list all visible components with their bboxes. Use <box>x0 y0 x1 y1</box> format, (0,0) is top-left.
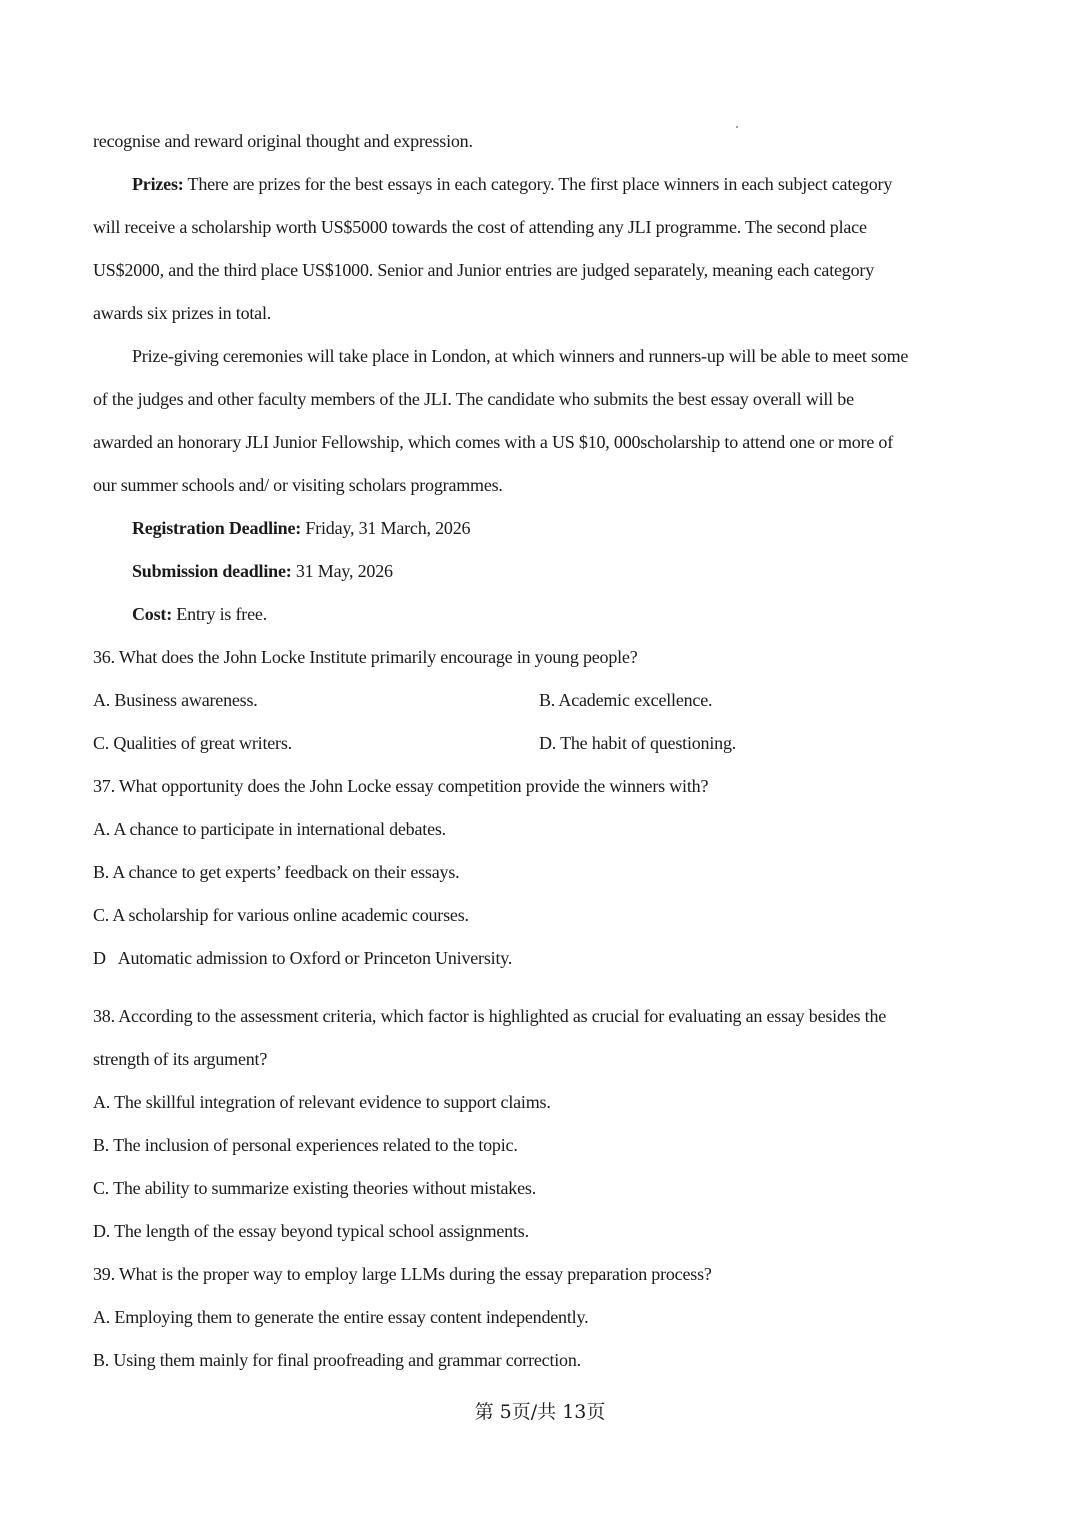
page-number-footer: 第 5页/共 13页 <box>474 1401 606 1423</box>
passage-line: will receive a scholarship worth US$5000 towards the cost of attending any JLI programme. The second place <box>93 217 867 237</box>
passage-line: awards six prizes in total. <box>93 303 272 323</box>
cost-value: Entry is free. <box>172 604 267 624</box>
passage-line: of the judges and other faculty members of the JLI. The candidate who submits the best essay overall will be <box>93 389 854 409</box>
option-37-c: C. A scholarship for various online academic courses. <box>93 905 469 925</box>
prizes-text: There are prizes for the best essays in each category. The first place winners in each subject category <box>183 174 893 194</box>
registration-value: Friday, 31 March, 2026 <box>301 518 471 538</box>
cost <box>93 593 993 636</box>
passage-line: awarded an honorary JLI Junior Fellowship, which comes with a US $10, 000scholarship to attend one or more of <box>93 432 894 452</box>
submission-label: Submission deadline: <box>132 561 292 581</box>
option-38-c: C. The ability to summarize existing theories without mistakes. <box>93 1178 536 1198</box>
question-39-stem: 39. What is the proper way to employ large LLMs during the essay preparation process? <box>93 1264 712 1284</box>
exam-page <box>93 120 993 1382</box>
prizes-label: Prizes: <box>132 174 184 194</box>
question-38-stem-cont: strength of its argument? <box>93 1049 268 1069</box>
option-37-a: A. A chance to participate in international debates. <box>93 819 446 839</box>
prizes-paragraph <box>93 163 993 206</box>
option-36-c: C. Qualities of great writers. <box>93 733 292 753</box>
spacer <box>93 980 993 995</box>
submission-value: 31 May, 2026 <box>291 561 393 581</box>
question-36-options-row-1 <box>93 679 993 722</box>
option-36-d: D. The habit of questioning. <box>539 733 737 753</box>
question-36-options-row-2 <box>93 722 993 765</box>
ceremony-paragraph: Prize-giving ceremonies will take place in London, at which winners and runners-up will be able to meet some <box>132 346 909 366</box>
option-39-b: B. Using them mainly for final proofreading and grammar correction. <box>93 1350 581 1370</box>
registration-label: Registration Deadline: <box>132 518 302 538</box>
option-36-b: B. Academic excellence. <box>539 690 713 710</box>
option-37-b: B. A chance to get experts’ feedback on their essays. <box>93 862 460 882</box>
option-38-b: B. The inclusion of personal experiences related to the topic. <box>93 1135 518 1155</box>
passage-line: recognise and reward original thought and expression. <box>93 131 473 151</box>
passage-line: our summer schools and/ or visiting scholars programmes. <box>93 475 503 495</box>
option-37-d: D Automatic admission to Oxford or Princeton University. <box>93 948 513 968</box>
question-38-stem: 38. According to the assessment criteria, which factor is highlighted as crucial for evaluating an essay besides the <box>93 1006 887 1026</box>
registration-deadline <box>93 507 993 550</box>
question-36-stem: 36. What does the John Locke Institute primarily encourage in young people? <box>93 647 638 667</box>
submission-deadline <box>93 550 993 593</box>
option-39-a: A. Employing them to generate the entire essay content independently. <box>93 1307 589 1327</box>
passage-line: US$2000, and the third place US$1000. Senior and Junior entries are judged separately, meaning each category <box>93 260 874 280</box>
option-36-a: A. Business awareness. <box>93 690 258 710</box>
option-38-a: A. The skillful integration of relevant evidence to support claims. <box>93 1092 551 1112</box>
question-37-stem: 37. What opportunity does the John Locke essay competition provide the winners with? <box>93 776 709 796</box>
cost-label: Cost: <box>132 604 172 624</box>
option-38-d: D. The length of the essay beyond typical school assignments. <box>93 1221 529 1241</box>
